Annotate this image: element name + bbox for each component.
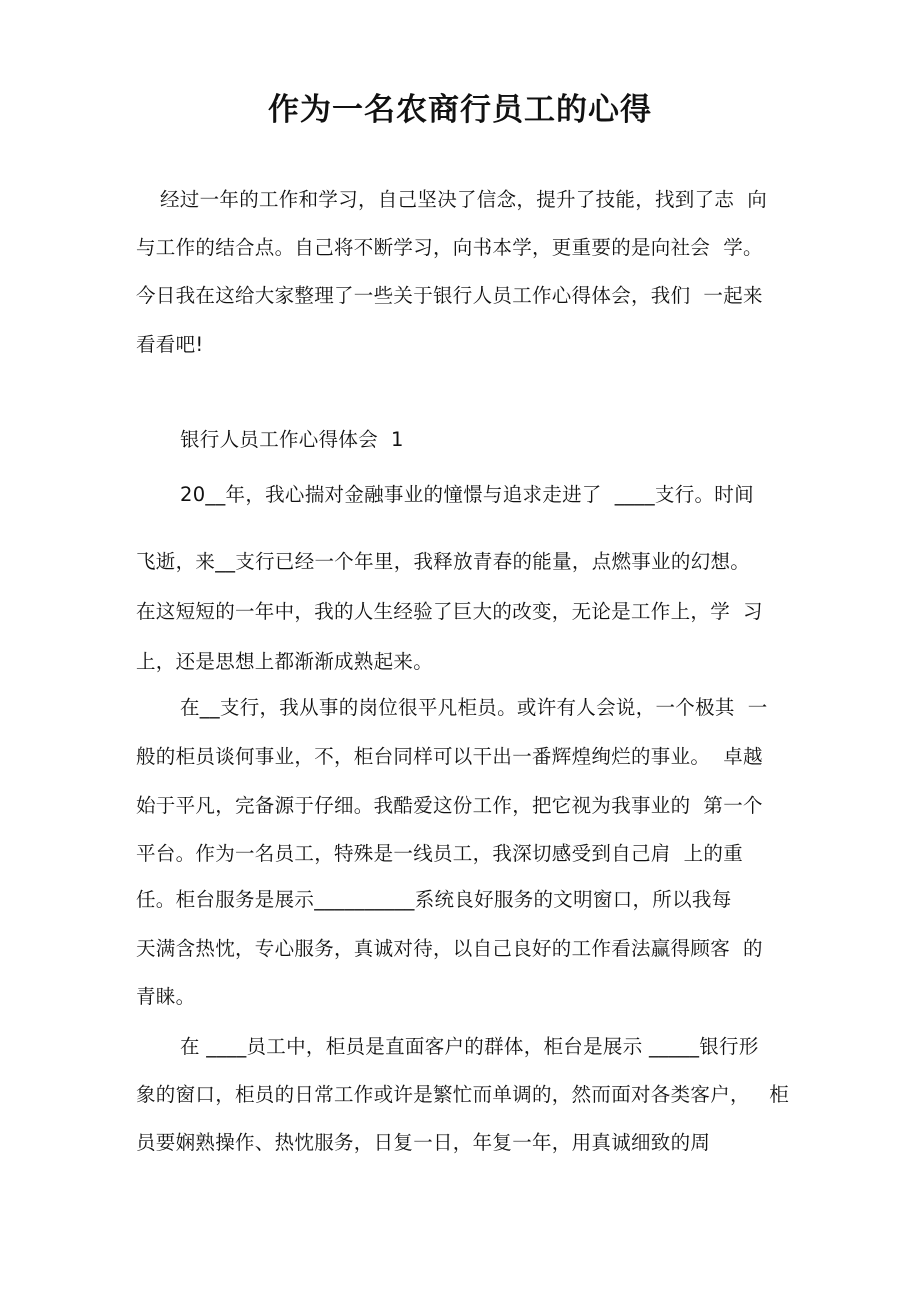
paragraph-line: 平台。作为一名员工，特殊是一线员工，我深切感受到自己肩 上的重 [136, 842, 743, 865]
paragraph-line: 在这短短的一年中，我的人生经验了巨大的改变，无论是工作上，学 习 [136, 600, 763, 623]
paragraph-line: 20__年，我心揣对金融事业的憧憬与追求走进了 ____支行。时间 [180, 483, 754, 506]
paragraph-line: 员要娴熟操作、热忱服务，日复一日，年复一年，用真诚细致的周 [136, 1131, 711, 1154]
paragraph-line: 在__支行，我从事的岗位很平凡柜员。或许有人会说，一个极其 一 [180, 696, 768, 719]
paragraph-line: 上，还是思想上都渐渐成熟起来。 [136, 650, 434, 673]
paragraph-line: 始于平凡，完备源于仔细。我酷爱这份工作，把它视为我事业的 第一个 [136, 794, 763, 817]
paragraph-line: 飞逝，来__支行已经一个年里，我释放青春的能量，点燃事业的幻想。 [136, 550, 751, 573]
paragraph-line: 天满含热忱，专心服务，真诚对待，以自己良好的工作看法赢得顾客 的 [136, 937, 763, 960]
paragraph-line: 在 ____员工中，柜员是直面客户的群体，柜台是展示 _____银行形 [180, 1035, 759, 1058]
document-title: 作为一名农商行员工的心得 [268, 92, 652, 128]
paragraph-line: 任。柜台服务是展示__________系统良好服务的文明窗口，所以我每 [136, 888, 732, 911]
paragraph-line: 看看吧! [136, 333, 204, 356]
paragraph-line: 与工作的结合点。自己将不断学习，向书本学，更重要的是向社会 学。 [136, 236, 763, 259]
section-heading: 银行人员工作心得体会 1 [180, 428, 404, 451]
paragraph-line: 象的窗口，柜员的日常工作或许是繁忙而单调的，然而面对各类客户， 柜 [136, 1083, 790, 1106]
paragraph-line: 经过一年的工作和学习，自己坚决了信念，提升了技能，找到了志 向 [160, 188, 767, 211]
paragraph-line: 今日我在这给大家整理了一些关于银行人员工作心得体会，我们 一起来 [136, 284, 763, 307]
paragraph-line: 般的柜员谈何事业，不，柜台同样可以干出一番辉煌绚烂的事业。 卓越 [136, 745, 763, 768]
paragraph-line: 青睐。 [136, 985, 196, 1008]
